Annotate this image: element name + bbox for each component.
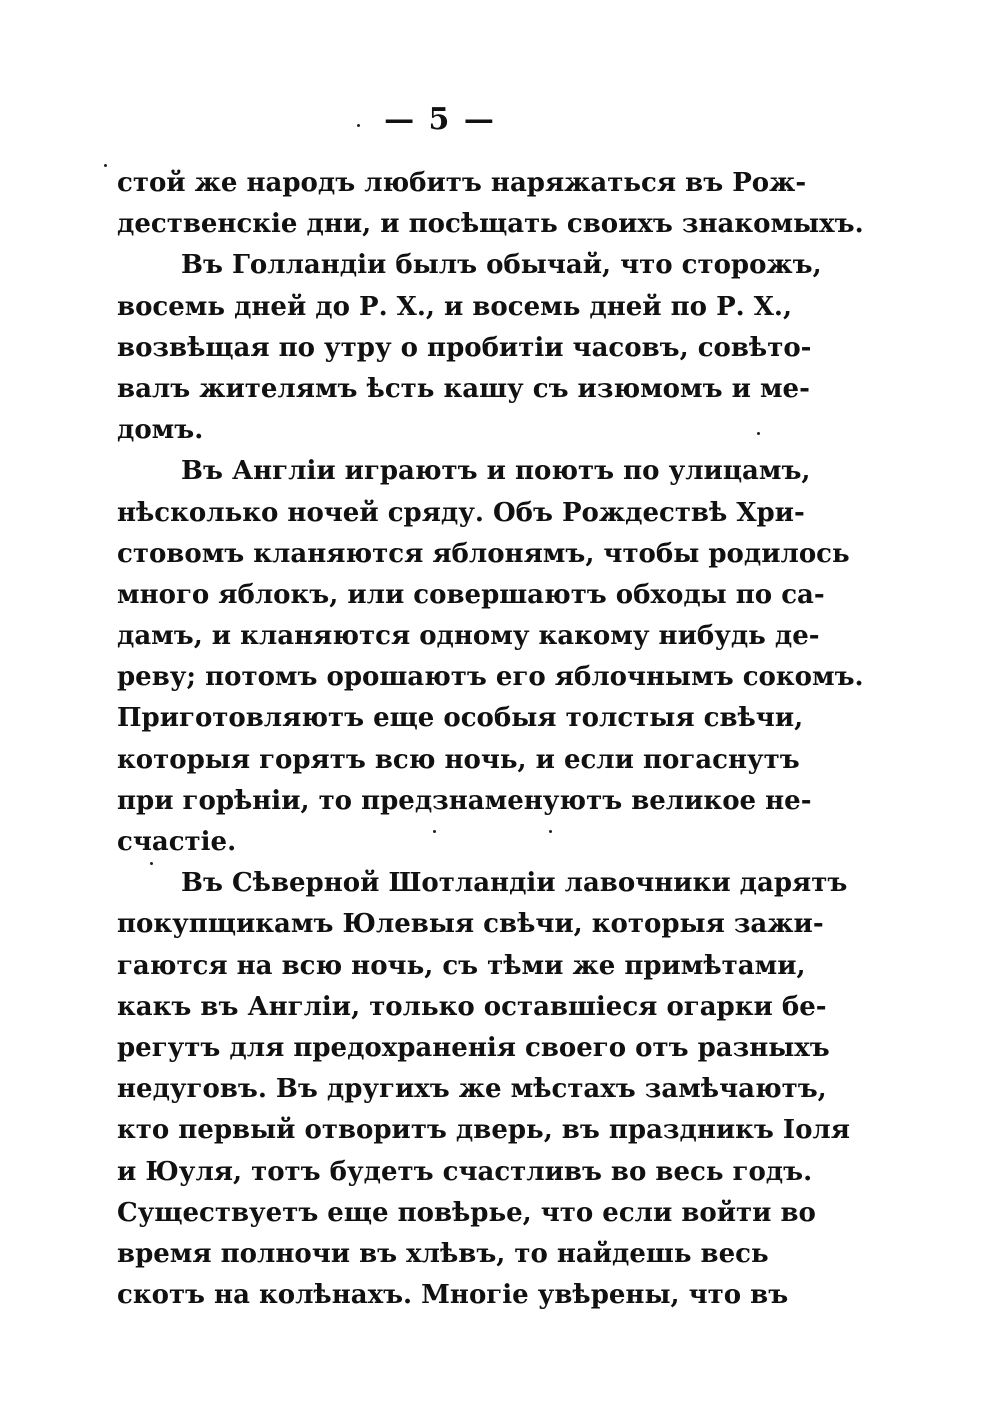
text-line: домъ. (117, 415, 204, 446)
text-line: Въ Голландіи былъ обычай, что сторожъ, (181, 250, 822, 281)
text-line: валъ жителямъ ѣсть кашу съ изюмомъ и ме- (117, 373, 810, 404)
text-line: Существуетъ еще повѣрье, что если войти во (117, 1197, 816, 1228)
text-line: реву; потомъ орошаютъ его яблочнымъ сокомъ. (117, 662, 864, 693)
text-line: нѣсколько ночей сряду. Объ Рождествѣ Хри- (117, 497, 805, 528)
text-line: регутъ для предохраненія своего отъ разныхъ (117, 1032, 830, 1063)
text-line: при горѣніи, то предзнаменуютъ великое не- (117, 785, 812, 816)
text-line: стовомъ кланяются яблонямъ, чтобы родилось (117, 538, 850, 569)
text-line: дественскіе дни, и посѣщать своихъ знакомыхъ. (117, 209, 864, 240)
text-line: много яблокъ, или совершаютъ обходы по са- (117, 579, 825, 610)
scan-speck (433, 830, 436, 833)
text-line: счастіе. (117, 827, 237, 857)
text-line: недуговъ. Въ другихъ же мѣстахъ замѣчаютъ, (117, 1074, 827, 1105)
scan-speck (150, 862, 153, 865)
text-line: Въ Англіи играютъ и поютъ по улицамъ, (181, 456, 811, 487)
text-line: гаются на всю ночь, съ тѣми же примѣтами, (117, 950, 806, 981)
text-line: Въ Сѣверной Шотландіи лавочники дарятъ (181, 868, 848, 899)
text-line: стой же народъ любитъ наряжаться въ Рож- (117, 168, 807, 198)
text-line: покупщикамъ Юлевыя свѣчи, которыя зажи- (117, 909, 824, 940)
scan-speck (104, 164, 107, 167)
text-line: и Юуля, тотъ будетъ счастливъ во весь годъ. (117, 1156, 813, 1187)
text-line: возвѣщая по утру о пробитіи часовъ, совѣто- (117, 332, 812, 363)
body-text (117, 163, 864, 1316)
text-line: которыя горятъ всю ночь, и если погаснутъ (117, 744, 800, 775)
page-number: — 5 — (384, 102, 496, 137)
text-line: Приготовляютъ еще особыя толстыя свѣчи, (117, 703, 804, 734)
scan-speck (757, 432, 760, 435)
text-line: какъ въ Англіи, только оставшіеся огарки бе- (117, 991, 827, 1022)
text-line: дамъ, и кланяются одному какому нибудь де- (117, 621, 820, 652)
text-line: время полночи въ хлѣвъ, то найдешь весь (117, 1238, 769, 1269)
scan-speck (549, 830, 552, 833)
text-line: скотъ на колѣнахъ. Многіе увѣрены, что въ (117, 1280, 789, 1311)
scan-speck (357, 124, 360, 127)
text-line: кто первый отворитъ дверь, въ праздникъ Іоля (117, 1115, 850, 1146)
text-line: восемь дней до Р. Х., и восемь дней по Р. Х., (117, 291, 792, 322)
